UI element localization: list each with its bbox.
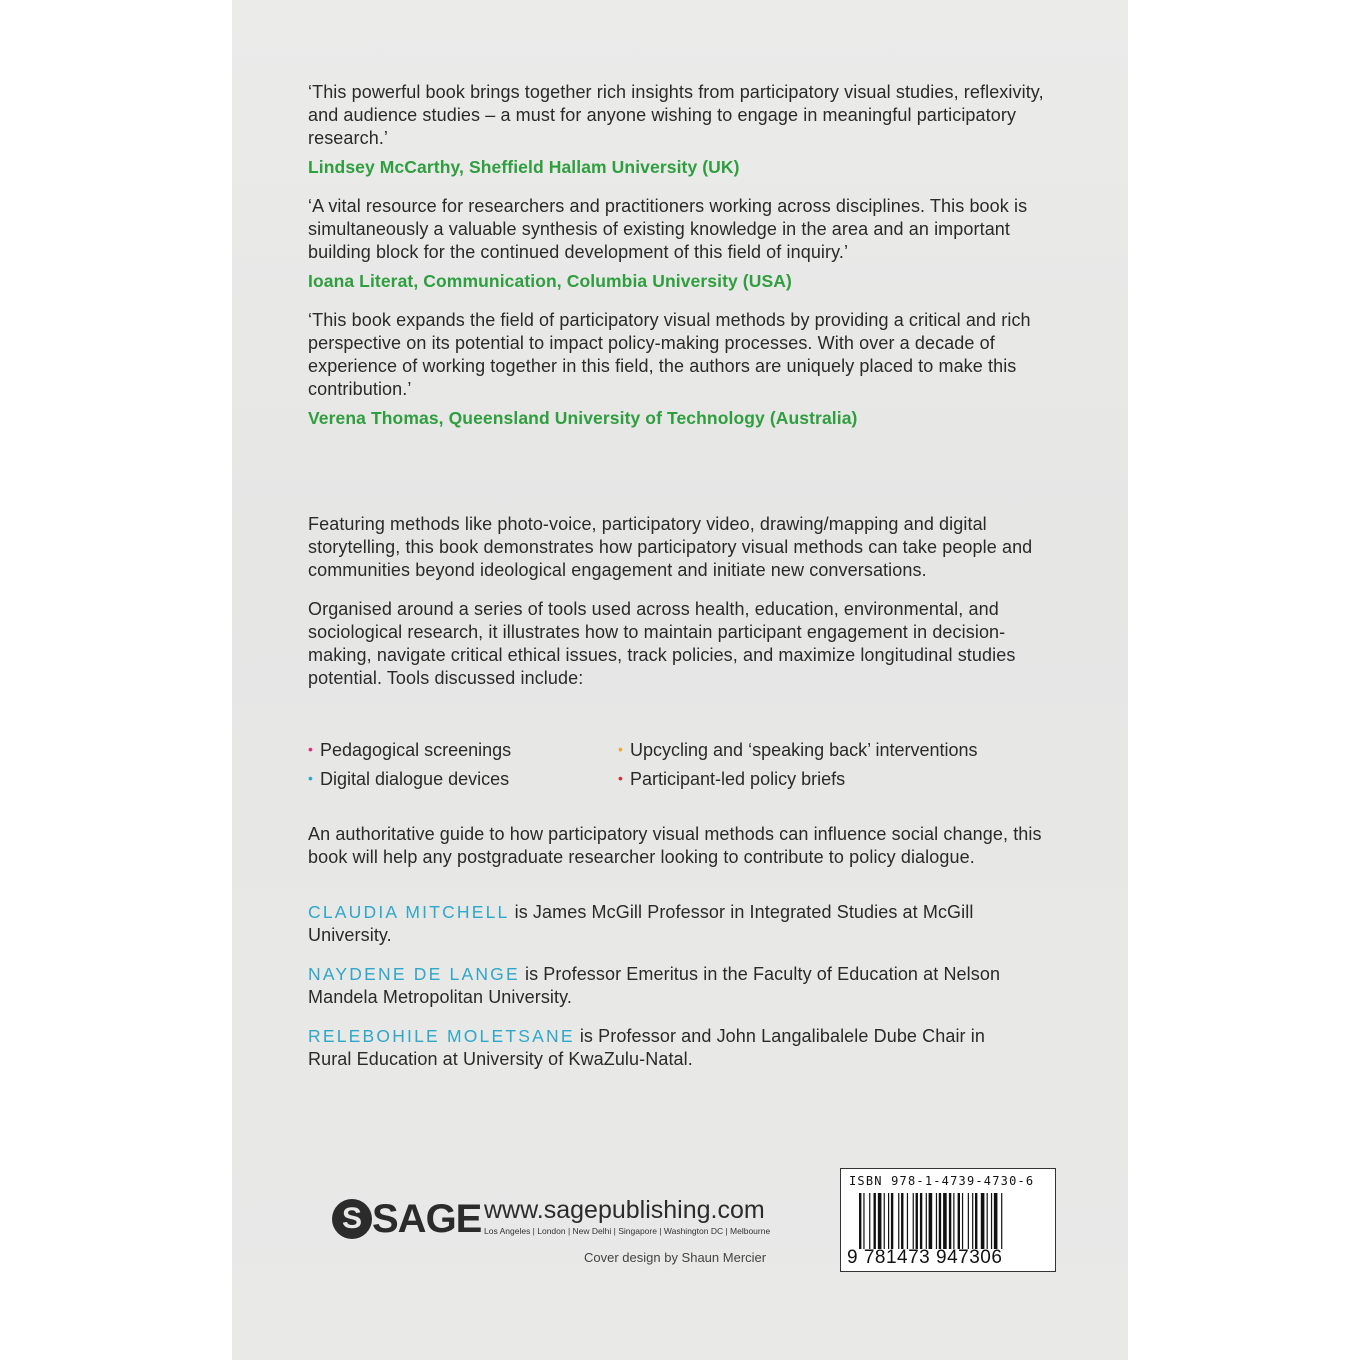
barcode-bar [968, 1193, 969, 1249]
barcode-bar [929, 1193, 933, 1249]
tool-item-label: Pedagogical screenings [320, 740, 512, 760]
quote-1-text: ‘This powerful book brings together rich insights from participatory visual studies, reflexivity, and audience studies – a must for anyone wishing to engage in meaningful participatory research.’ [308, 82, 1044, 148]
barcode-bar [863, 1193, 864, 1249]
barcode-bar [869, 1193, 870, 1249]
sage-logo [332, 1196, 481, 1242]
barcode-bar [972, 1193, 973, 1249]
barcode-bar [907, 1193, 908, 1249]
barcode-bar [987, 1193, 988, 1249]
barcode-bar [949, 1193, 951, 1249]
author-1 [308, 901, 1048, 947]
quote-3-attribution: Verena Thomas, Queensland University of Technology (Australia) [308, 408, 858, 428]
author-3 [308, 1025, 1018, 1071]
quote-1-attribution: Lindsey McCarthy, Sheffield Hallam University (UK) [308, 157, 740, 177]
quote-2-text: ‘A vital resource for researchers and practitioners working across disciplines. This book is simultaneously a valuable synthesis of existing knowledge in the area and an important building block for the continued development of this field of inquiry.’ [308, 196, 1028, 262]
sage-logo-icon: S [332, 1199, 372, 1239]
barcode-bar [874, 1193, 876, 1249]
author-2 [308, 963, 1058, 1009]
tool-item-4 [618, 767, 845, 791]
barcode-bar [898, 1193, 899, 1249]
bullet-icon: • [308, 741, 313, 757]
author-3-name: RELEBOHILE MOLETSANE [308, 1026, 575, 1046]
barcode-number: 9 781473 947306 [847, 1247, 1003, 1268]
tool-item-label: Upcycling and ‘speaking back’ interventions [630, 740, 978, 760]
author-3-bio: is Professor and John Langalibalele Dube Chair in Rural Education at University of KwaZulu-Natal. [308, 1026, 985, 1069]
barcode-bar [936, 1193, 937, 1249]
sage-logo-word: SAGE [372, 1196, 482, 1241]
barcode-bar [939, 1193, 941, 1249]
barcode-bar [958, 1193, 960, 1249]
barcode-bar [975, 1193, 977, 1249]
barcode-bar [943, 1193, 947, 1249]
bullet-icon: • [618, 770, 623, 786]
bullet-icon: • [618, 741, 623, 757]
description-paragraph-1: Featuring methods like photo-voice, participatory video, drawing/mapping and digital storytelling, this book demonstrates how participatory visual methods can take people and communities beyond ideological engagement and initiate new conversations. [308, 514, 1033, 580]
tool-item-label: Participant-led policy briefs [630, 769, 846, 789]
quote-3-text: ‘This book expands the field of participatory visual methods by providing a critical and rich perspective on its potential to impact policy-making processes. With over a decade of experience of working together in this field, the authors are uniquely placed to make this contribution.’ [308, 310, 1031, 399]
barcode-bar [994, 1193, 998, 1249]
tool-item-label: Digital dialogue devices [320, 769, 510, 789]
tool-item-3 [308, 767, 509, 791]
tool-item-1 [308, 738, 511, 762]
barcode-bar [878, 1193, 882, 1249]
publisher-cities: Los Angeles | London | New Delhi | Singapore | Washington DC | Melbourne [484, 1226, 771, 1236]
author-2-name: NAYDENE DE LANGE [308, 964, 520, 984]
barcode-bar [891, 1193, 893, 1249]
cover-design-credit: Cover design by Shaun Mercier [584, 1250, 767, 1265]
barcode-bar [913, 1193, 914, 1249]
quote-2-attribution: Ioana Literat, Communication, Columbia University (USA) [308, 271, 792, 291]
isbn-label: ISBN 978-1-4739-4730-6 [849, 1174, 1035, 1188]
barcode-bar [916, 1193, 918, 1249]
publisher-url: www.sagepublishing.com [484, 1196, 765, 1224]
back-cover [232, 0, 1128, 1360]
barcode-bar [962, 1193, 963, 1249]
author-1-bio: is James McGill Professor in Integrated Studies at McGill University. [308, 902, 974, 945]
author-2-bio: is Professor Emeritus in the Faculty of Education at Nelson Mandela Metropolitan University. [308, 964, 1001, 1007]
barcode-bar [1001, 1193, 1002, 1249]
barcode-bar [991, 1193, 992, 1249]
isbn-barcode [840, 1168, 1056, 1272]
barcode-bar [920, 1193, 922, 1249]
description-paragraph-3: An authoritative guide to how participatory visual methods can influence social change, this book will help any postgraduate researcher looking to contribute to policy dialogue. [308, 824, 1042, 867]
tool-item-2 [618, 738, 978, 762]
barcode-bar [884, 1193, 885, 1249]
barcode-bars [859, 1193, 1039, 1249]
bullet-icon: • [308, 770, 313, 786]
barcode-bar [981, 1193, 985, 1249]
barcode-bar [859, 1193, 861, 1249]
barcode-bar [926, 1193, 927, 1249]
barcode-bar [901, 1193, 903, 1249]
author-1-name: CLAUDIA MITCHELL [308, 902, 510, 922]
description-paragraph-2: Organised around a series of tools used across health, education, environmental, and sociological research, it illustrates how to maintain participant engagement in decision-making, navigate critical ethical issues, track policies, and maximize longitudinal studies potential. Tools discussed include: [308, 599, 1016, 688]
barcode-bar [888, 1193, 889, 1249]
barcode-bar [953, 1193, 954, 1249]
